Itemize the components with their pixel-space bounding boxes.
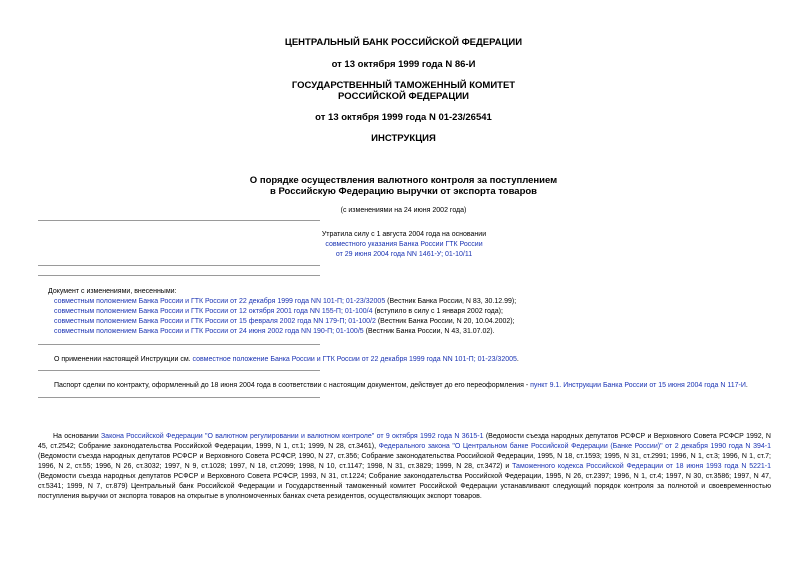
issuer-date2: от 13 октября 1999 года N 01-23/26541	[315, 112, 492, 123]
amendments-note: (с изменениями на 24 июня 2002 года)	[340, 207, 467, 214]
body-text: (Ведомости съезда народных депутатов РСФСР и Верховного Совета РСФСР 1992, N 45, ст.2542; Собрание законодательства Российской Федерации, 1999, N 1, ст.1; 1999, N 28, ст.3461),	[38, 433, 771, 450]
change-source: (Вестник Банка России, N 83, 30.12.99);	[385, 298, 517, 305]
validity-link-line1[interactable]: совместного указания Банка России ГТК России	[325, 241, 483, 248]
application-link[interactable]: совместное положение Банка России и ГТК России от 22 декабря 1999 года NN 101-П; 01-23/32005	[192, 356, 517, 363]
validity-text: Утратила силу с 1 августа 2004 года на основании	[321, 231, 487, 238]
law-link-central-bank[interactable]: Федерального закона "О Центральном банке Российской Федерации (Банке России)" от 2 декабря 1990 года N 394-1	[378, 443, 771, 450]
change-item	[48, 317, 788, 327]
change-item	[48, 307, 788, 317]
change-link[interactable]: совместным положением Банка России и ГТК России от 22 декабря 1999 года NN 101-П; 01-23/32005	[54, 298, 386, 305]
passport-prefix: Паспорт сделки по контракту, оформленный до 18 июня 2004 года в соответствии с настоящим документом, действует до его переоформления -	[54, 382, 531, 389]
issuer-org2-line1: ГОСУДАРСТВЕННЫЙ ТАМОЖЕННЫЙ КОМИТЕТ	[291, 80, 516, 91]
application-suffix: .	[516, 356, 519, 363]
change-link[interactable]: совместным положением Банка России и ГТК России от 15 февраля 2002 года NN 179-П; 01-100/2	[54, 318, 376, 325]
change-source: (вступило в силу с 1 января 2002 года);	[372, 308, 503, 315]
passport-note	[54, 381, 794, 391]
change-source: (Вестник Банка России, N 43, 31.07.02).	[363, 328, 495, 335]
divider	[38, 265, 320, 266]
change-item	[48, 297, 788, 307]
application-note	[54, 355, 794, 365]
law-link-currency[interactable]: Закона Российской Федерации "О валютном регулировании и валютном контроле" от 9 октября 1992 года N 3615-1	[100, 433, 484, 440]
doc-title-line2: в Российскую Федерацию выручки от экспорта товаров	[269, 186, 538, 197]
doc-type: ИНСТРУКЦИЯ	[371, 133, 436, 144]
change-link[interactable]: совместным положением Банка России и ГТК России от 24 июня 2002 года NN 190-П; 01-100/5	[54, 328, 364, 335]
validity-link-line2[interactable]: от 29 июня 2004 года NN 1461-У; 01-10/11	[335, 251, 473, 258]
validity-block	[200, 230, 608, 260]
divider	[38, 370, 320, 371]
passport-link[interactable]: пункт 9.1. Инструкции Банка России от 15 июня 2004 года N 117-И	[530, 382, 746, 389]
change-link[interactable]: совместным положением Банка России и ГТК России от 12 октября 2001 года NN 155-П; 01-100/4	[54, 308, 373, 315]
body-text: На основании	[53, 433, 101, 440]
issuer-org2-line2: РОССИЙСКОЙ ФЕДЕРАЦИИ	[337, 91, 469, 102]
law-link-customs-code[interactable]: Таможенного кодекса Российской Федерации от 18 июня 1993 года N 5221-1	[512, 463, 771, 470]
divider	[38, 397, 320, 398]
passport-suffix: .	[745, 382, 748, 389]
body-text: (Ведомости съезда народных депутатов РСФСР и Верховного Совета РСФСР, 1993, N 31, ст.1224; Собрание законодательства Российской Федерации, 1995, N 26, ст.2397; 1996, N 1, ст.4; 1997, N 30, ст.3586; 1997, N 47, ст.5341; 1999, N 7, ст.879) Центральный банк Российской Федерации и Государственный таможенный комитет Российской Федерации устанавливают следующий порядок контроля за полнотой и своевременностью поступления выручки от экспорта товаров на открытые в уполномоченных банках счета резидентов, осуществляющих экспорт товаров.	[38, 473, 771, 500]
change-item	[48, 327, 788, 337]
application-prefix: О применении настоящей Инструкции см.	[54, 356, 193, 363]
changes-intro: Документ с изменениями, внесенными:	[48, 288, 177, 295]
body-text: (Ведомости съезда народных депутатов РСФСР и Верховного Совета РСФСР, 1990, N 27, ст.356; Собрание законодательства Российской Федерации, 1995, N 18, ст.1593; 1995, N 31, ст.2991; 1996, N 1, ст.3; 1996, N 1, ст.7; 1996, N 2, ст.55; 1996, N 26, ст.3032; 1997, N 9, ст.1028; 1997, N 18, ст.2099; 1998, N 10, ст.1147; 1998, N 31, ст.3829; 1999, N 28, ст.3472) и	[38, 453, 771, 470]
divider	[38, 275, 320, 276]
changes-block	[48, 287, 788, 337]
issuer-org1: ЦЕНТРАЛЬНЫЙ БАНК РОССИЙСКОЙ ФЕДЕРАЦИИ	[284, 37, 523, 48]
divider	[38, 220, 320, 221]
body-paragraph	[38, 432, 771, 502]
change-source: (Вестник Банка России, N 20, 10.04.2002);	[375, 318, 515, 325]
doc-title-line1: О порядке осуществления валютного контроля за поступлением	[249, 175, 558, 186]
divider	[38, 344, 320, 345]
issuer-date1: от 13 октября 1999 года N 86-И	[331, 59, 476, 70]
